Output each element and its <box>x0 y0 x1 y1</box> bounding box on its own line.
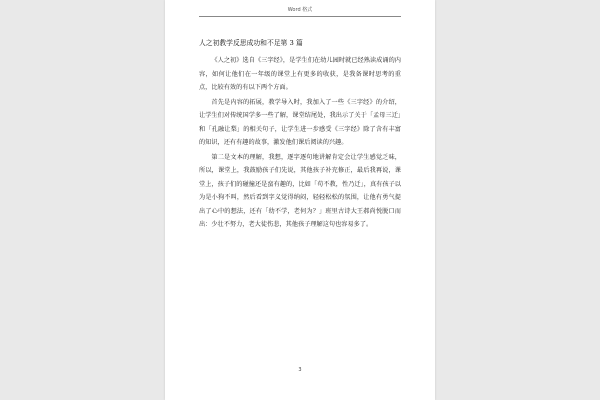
page-header: Word 格式 <box>287 7 313 13</box>
document-body <box>199 54 401 233</box>
page-number: 3 <box>298 367 302 373</box>
paragraph-content-expansion: 首先是内容的拓展，教学导入时，我加入了一些《三字经》的介绍，让学生们对传统国学多一些了解，课堂结尾处，我出示了关于「孟母三迁」和「孔融让梨」的相关句子，让学生进一步感受《三字经》除了含有丰富的知识，还有有趣的故事，激发他们课后阅读的兴趣。 <box>199 98 401 146</box>
paragraph-text-understanding: 第二是文本的理解，我想，逐字逐句地讲解肯定会让学生感觉乏味，所以，课堂上，我鼓励孩子们先说，其他孩子补充修正，最后我再说，课堂上，孩子们的碰撞还是蛮有趣的，比如「苟不教，性乃迁」，真有孩子以为是小狗不叫，然后看到字义觉得纳闷，轻轻松松的氛围，让他有勇气提出了心中的想法，还有「幼不学，老何为？」班里古诗大王郝尚悦脱口而出：少壮不努力，老大徒伤悲，其他孩子理解这句也容易多了。 <box>199 153 401 228</box>
paragraph-intro: 《人之初》选自《三字经》，是学生们在幼儿园时就已经熟读成诵的内容，如何让他们在一年级的课堂上有更多的收获，是我备课时思考的重点，比较有效的有以下两个方面。 <box>199 57 401 91</box>
header-divider <box>199 16 401 17</box>
document-page <box>165 0 435 400</box>
document-title: 人之初教学反思成功和不足第 3 篇 <box>199 39 303 47</box>
